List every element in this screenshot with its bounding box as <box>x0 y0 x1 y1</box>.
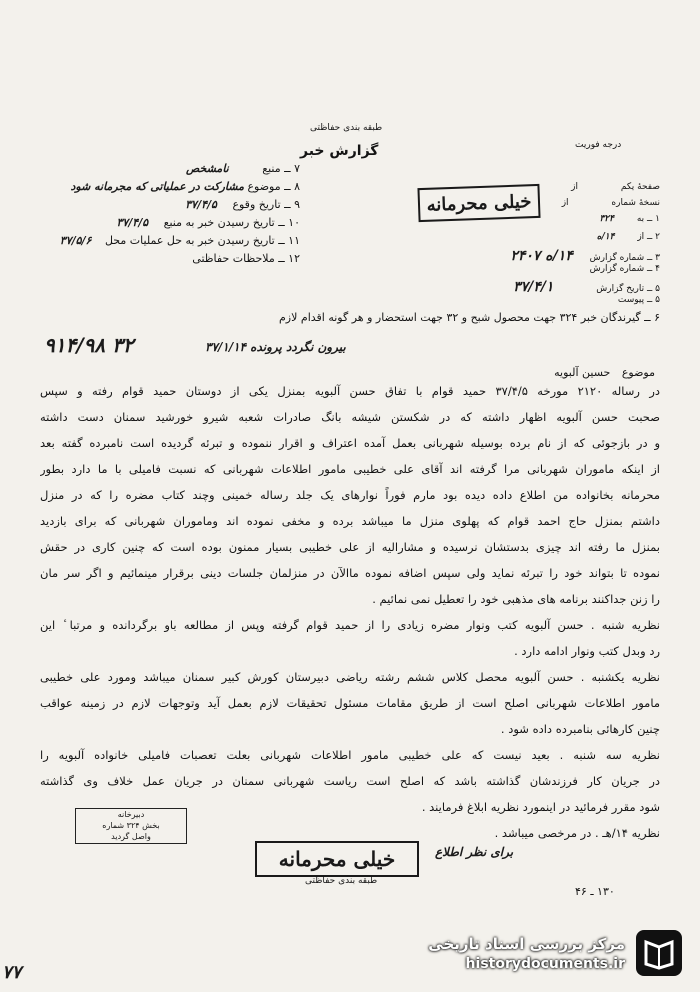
field-label: ۹ ــ تاریخ وقوع <box>232 198 300 211</box>
body-line: نظریه ۱۴/هـ . در مرخصی میباشد . <box>494 826 660 840</box>
watermark-org-name: مرکز بررسی اسناد تاریخی <box>428 935 625 953</box>
body-line: در رساله ۲۱۲۰ مورخه ۳۷/۴/۵ حمید قوام با تفاق حسن آلبویه بمنزل یکی از دوستان حمید قوام رفته و سپس <box>40 384 660 398</box>
field-subject <box>40 180 300 193</box>
dept-label: طبقه بندی حفاظتی <box>310 123 383 133</box>
bottom-classification-label: طبقه بندی حفاظتی <box>305 876 378 886</box>
field-value: از <box>571 182 578 192</box>
field-report-number <box>440 248 660 264</box>
field-date-occurrence <box>40 198 300 211</box>
body-line: را زنن جداکنند برنامه های مذهبی خود را تعطیل نمی نمائیم . <box>372 592 660 606</box>
field-label: ۸ ــ موضوع <box>247 180 300 193</box>
field-label: ۱۱ ــ تاریخ رسیدن خبر به حل عملیات محل <box>104 234 300 247</box>
recipients-line: ۶ ــ گیرندگان خبر ۳۲۴ جهت محصول شبح و ۳۲ جهت استحضار و هر گونه اقدام لازم <box>278 311 660 324</box>
body-line: نظریه شنبه . حسن آلبویه کتب ونوار مضره زیادی را از حمید قوام گرفته وپس از مطالعه باو برگردانده و مرتبا ٔ این <box>40 618 660 632</box>
field-label: ۱۰ ــ تاریخ رسیدن خبر به منبع <box>163 216 300 229</box>
field-label: ۳ ــ شماره گزارش <box>589 253 660 263</box>
field-value: ۳۷/۴/۵ <box>116 216 149 229</box>
field-label: ۵ ــ پیوست <box>617 295 660 305</box>
field-security-notes <box>40 252 300 265</box>
handwritten-file-note: بیرون نگردد پرونده ۳۷/۱/۱۴ <box>205 340 346 354</box>
field-value: نامشخص <box>186 162 229 175</box>
handwritten-signature: برای نظر اطلاع <box>435 845 514 859</box>
body-line: داشتم بمنزل حاج احمد قوام که پهلوی منزل ما میباشد برده و مخفی نموده اند وماموران شهربانی که برای بازدید <box>40 514 660 528</box>
field-value: از <box>561 198 569 208</box>
body-line: در جریان کار فرزندشان گذاشته باشد که اصلح است ریاست شهربانی سمنان در جریان عمل خلاف وی گذاشته <box>40 774 660 788</box>
body-line: بمنزل ما رفته اند چیزی بدستشان نرسیده و مشارالیه از علی خطیبی بسیار ممنون بوده است که چنین کاری در حقش <box>40 540 660 554</box>
body-line: رد وبدل کتب ونوار ادامه دارد . <box>514 644 660 658</box>
bottom-confidential-stamp: خیلی محرمانه <box>255 841 419 877</box>
field-label: ۵ ــ تاریخ گزارش <box>596 284 660 294</box>
body-line: صحبت حسن آلبویه اظهار داشته که در شکستن شیشه بانگ صادرات شعبه شیرو خورشید سمنان دست داشته <box>40 410 660 424</box>
body-line: از اینکه ماموران شهربانی مرا گرفته اند آقای علی خطیبی مامور اطلاعات شهربانی که نسبت فامیلی با ما دارد بطور <box>40 462 660 476</box>
field-label: ۷ ــ منبع <box>262 162 300 175</box>
field-value: ۳۷/۴/۱ <box>513 279 554 295</box>
body-line: محرمانه بخانواده من اطلاع داده دیده بود مارم فوراً نوارهای یک جلد رساله خمینی وچند کتاب مضره را که در منزل <box>40 488 660 502</box>
field-date-ops <box>20 234 300 247</box>
field-source <box>40 162 300 175</box>
body-line: چنین کارهائی بنامبرده داده شود . <box>500 722 660 736</box>
margin-page-number: ۷۷ <box>2 962 22 983</box>
body-line: مامور اطلاعات شهربانی اصلح است از طریق مقامات مسئول تحقیقات لازم بعمل آید وتوجهات لازم در زمینه عواقب <box>40 696 660 710</box>
body-line: شود مقرر فرمائید در اینمورد نظریه ابلاغ فرمایند . <box>421 800 660 814</box>
report-title: گزارش خبر <box>300 143 379 159</box>
field-label: ۱ ــ به <box>636 214 660 224</box>
watermark-url[interactable]: historydocuments.ir <box>465 956 625 972</box>
field-value: ۱۴/ه <box>596 232 615 242</box>
subject-label: موضوع <box>621 366 655 379</box>
field-date-received <box>40 216 300 229</box>
field-report-date <box>440 279 660 295</box>
field-value: مشارکت در عملیاتی که مجرمانه شود <box>70 180 244 193</box>
subject-value: حسین آلبویه <box>554 366 611 379</box>
field-report-number-2 <box>490 264 660 274</box>
handwritten-reference-number: ۹۱۴/۹۸ ۳۲ <box>44 333 134 357</box>
urgency-label: درجه فوریت <box>575 140 622 150</box>
field-label: نسخهٔ شماره <box>611 198 660 208</box>
body-line: و در بازجوئی که از نام برده بوسیله شهربانی بعمل آمده اعتراف و اقرار ننموده و تبرئه گردیده است نامبرده گفته بعد <box>40 436 660 450</box>
field-value: ۳۷/۴/۵ <box>185 198 217 211</box>
body-line: نظریه سه شنبه . بعید نیست که علی خطیبی مامور اطلاعات شهربانی بعلت تعصبات فامیلی خانواده آلبویه را <box>40 748 660 762</box>
receipt-label: دبیرخانه <box>117 810 145 819</box>
field-label: صفحهٔ یکم <box>620 182 660 192</box>
field-value: ۳۷/۵/۶ <box>59 234 92 247</box>
field-from <box>470 232 660 242</box>
top-confidential-stamp: خیلی محرمانه <box>417 184 540 222</box>
book-logo-icon <box>636 930 682 976</box>
field-label: ۱۲ ــ ملاحظات حفاظتی <box>192 252 300 265</box>
secretariat-receipt-box <box>75 808 187 844</box>
receipt-number: بخش ۳۲۴ شماره <box>102 821 160 830</box>
field-label: ۲ ــ از <box>637 232 660 242</box>
body-line: نموده تا بتواند خود را تبرئه نماید ولی سپس اضافه نموده ماالآن در منزلمان جلسات دینی برقرار مینمائیم و اگر سر مان <box>40 566 660 580</box>
field-label: ۴ ــ شماره گزارش <box>589 264 660 274</box>
receipt-status: واصل گردید <box>111 832 151 841</box>
field-value: ۱۴/ه ۲۴۰۷ <box>510 248 573 264</box>
page-code: ۱۳۰ ـ ۴۶ <box>575 885 615 898</box>
field-attachment <box>490 295 660 305</box>
field-value: ۳۲۴ <box>599 214 614 224</box>
body-line: نظریه یکشنبه . حسن آلبویه محصل کلاس ششم رشته ریاضی دبیرستان کورش کبیر سمنان میباشد ومورد علی خطیبی <box>40 670 660 684</box>
